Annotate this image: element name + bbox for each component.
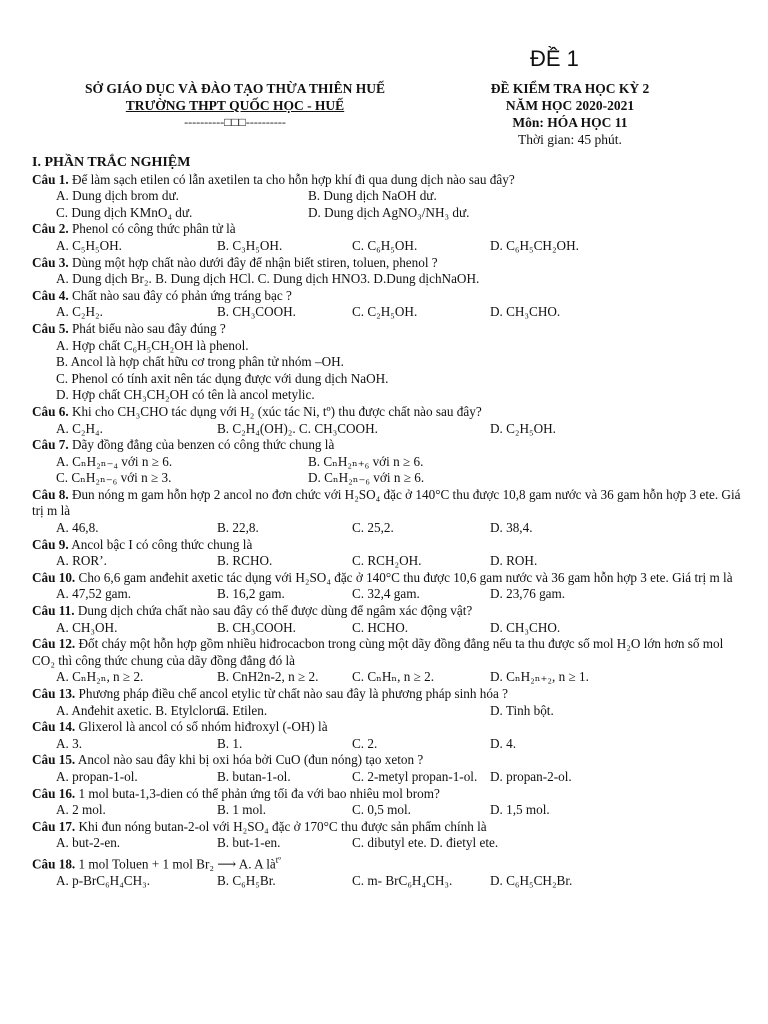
option-row bbox=[32, 188, 742, 205]
section-title: I. PHẦN TRẮC NGHIỆM bbox=[32, 155, 191, 170]
question-text: Đốt cháy một hỗn hợp gồm nhiều hiđrocacbon trong cùng một dãy đồng đẳng nếu ta thu được số mol H₂O lớn hơn số mol CO₂ thì công thức chung của dãy đồng đẳng đó là bbox=[32, 636, 724, 668]
option: D. 23,76 gam. bbox=[490, 586, 566, 602]
option: A. 3. bbox=[56, 735, 83, 751]
question-number: Câu 13. bbox=[32, 686, 76, 701]
school-name: TRƯỜNG THPT QUỐC HỌC - HUẾ bbox=[125, 98, 345, 113]
question-number: Câu 12. bbox=[32, 636, 76, 652]
question-3 bbox=[32, 255, 742, 272]
option: A. CH₃OH. bbox=[56, 619, 118, 635]
exam-time: Thời gian: 45 phút. bbox=[518, 132, 622, 147]
option-row bbox=[32, 620, 742, 637]
option: D. 4. bbox=[490, 735, 517, 751]
option: A. 46,8. bbox=[56, 520, 99, 536]
question-9 bbox=[32, 537, 742, 554]
arrow-condition: tº bbox=[275, 854, 282, 865]
question-11 bbox=[32, 603, 742, 620]
option: B. RCHO. bbox=[217, 553, 273, 569]
question-8 bbox=[32, 487, 742, 520]
option: B. 22,8. bbox=[217, 520, 259, 536]
option: B. CH₃COOH. bbox=[217, 304, 296, 320]
option-line: B. Ancol là hợp chất hữu cơ trong phân tử nhóm –OH. bbox=[56, 354, 344, 370]
option: C. 25,2. bbox=[352, 520, 394, 536]
option: C. m- BrC₆H₄CH₃. bbox=[352, 872, 453, 888]
option: D. Tinh bột. bbox=[490, 702, 554, 718]
option: A. 47,52 gam. bbox=[56, 586, 132, 602]
question-text: 1 mol buta-1,3-dien có thể phản ứng tối đa với bao nhiêu mol brom? bbox=[78, 785, 440, 801]
exam-code: ĐỀ 1 bbox=[530, 46, 579, 71]
option: D. CH₃CHO. bbox=[490, 304, 561, 320]
option-row bbox=[32, 470, 742, 487]
option-row bbox=[32, 802, 742, 819]
question-number: Câu 2. bbox=[32, 221, 69, 237]
option: D. C₆H₅CH₂OH. bbox=[490, 237, 579, 253]
option: C. HCHO. bbox=[352, 619, 409, 635]
school-year: NĂM HỌC 2020-2021 bbox=[505, 98, 635, 113]
option: D. Dung dịch AgNO₃/NH₃ dư. bbox=[308, 204, 470, 220]
option: B. C₆H₅Br. bbox=[217, 872, 276, 888]
option-row bbox=[32, 304, 742, 321]
option-line: A. Dung dịch Br₂. B. Dung dịch HCl. C. Dung dịch HNO3. D.Dung dịchNaOH. bbox=[56, 271, 480, 287]
option: B. Dung dịch NaOH dư. bbox=[308, 188, 437, 204]
question-14 bbox=[32, 719, 742, 736]
question-number: Câu 11. bbox=[32, 603, 75, 619]
option: A. propan-1-ol. bbox=[56, 768, 138, 784]
question-text: Khi đun nóng butan-2-ol với H₂SO₄ đặc ở 170°C thu được sản phẩm chính là bbox=[78, 818, 487, 834]
question-17 bbox=[32, 819, 742, 836]
option: B. 16,2 gam. bbox=[217, 586, 285, 602]
option: C. Dung dịch KMnO₄ dư. bbox=[56, 204, 193, 220]
option-line: C. Phenol có tính axit nên tác dụng được với dung dịch NaOH. bbox=[56, 370, 389, 386]
option: B. CₙH₂ₙ₊₆ với n ≥ 6. bbox=[308, 453, 424, 469]
question-1 bbox=[32, 172, 742, 189]
option-row bbox=[32, 835, 742, 852]
question-number: Câu 8. bbox=[32, 486, 69, 502]
header-decoration: ----------□□□---------- bbox=[184, 115, 286, 129]
option: C. CₙHₙ, n ≥ 2. bbox=[352, 669, 435, 685]
question-text: Ancol bậc I có công thức chung là bbox=[71, 536, 253, 552]
option-row bbox=[32, 238, 742, 255]
option: C. dibutyl ete. D. đietyl ete. bbox=[352, 835, 499, 851]
option-line: A. Hợp chất C₆H₅CH₂OH là phenol. bbox=[56, 337, 249, 353]
option: B. but-1-en. bbox=[217, 835, 281, 851]
option: A. C₂H₂. bbox=[56, 304, 103, 320]
exam-title: ĐỀ KIỂM TRA HỌC KỲ 2 bbox=[490, 81, 650, 96]
question-2 bbox=[32, 221, 742, 238]
option-row bbox=[32, 769, 742, 786]
option: A. p-BrC₆H₄CH₃. bbox=[56, 872, 151, 888]
question-text: Cho 6,6 gam anđehit axetic tác dụng với H₂SO₄ đặc ở 140°C thu được 10,6 gam nước và 36 gam hỗn hợp 3 ete. Giá trị m là bbox=[78, 569, 733, 585]
question-list bbox=[32, 172, 742, 890]
question-number: Câu 5. bbox=[32, 320, 69, 336]
question-18 bbox=[32, 852, 742, 873]
question-5 bbox=[32, 321, 742, 338]
option: A. Anđehit axetic. B. Etylclorua. bbox=[56, 702, 229, 718]
question-text: Đun nóng m gam hỗn hợp 2 ancol no đơn chức với H₂SO₄ đặc ở 140°C thu được 10,8 gam nước và 36 gam hỗn hợp 3 ete. Giá trị m là bbox=[32, 486, 741, 519]
question-number: Câu 1. bbox=[32, 171, 69, 187]
question-text: 1 mol Toluen + 1 mol Br₂ ⟶ A. A là bbox=[78, 856, 276, 872]
option: D. CₙH₂ₙ₊₂, n ≥ 1. bbox=[490, 669, 589, 685]
option: B. 1 mol. bbox=[217, 802, 267, 818]
question-number: Câu 6. bbox=[32, 403, 69, 419]
question-16 bbox=[32, 786, 742, 803]
questions-body bbox=[32, 155, 742, 890]
question-text: Phát biểu nào sau đây đúng ? bbox=[71, 320, 226, 336]
option: C. 2-metyl propan-1-ol. bbox=[352, 768, 478, 784]
option: C. C₂H₅OH. bbox=[352, 304, 418, 320]
question-number: Câu 14. bbox=[32, 719, 76, 735]
option: A. Dung dịch brom dư. bbox=[56, 188, 179, 204]
question-13 bbox=[32, 686, 742, 703]
option: C. C₆H₅OH. bbox=[352, 237, 418, 253]
question-text: Glixerol là ancol có số nhóm hiđroxyl (-OH) là bbox=[78, 719, 328, 735]
option: A. 2 mol. bbox=[56, 802, 106, 818]
option: A. C₂H₄. bbox=[56, 420, 103, 436]
option: B. CH₃COOH. bbox=[217, 619, 296, 635]
option-row bbox=[32, 553, 742, 570]
subject: Môn: HÓA HỌC 11 bbox=[512, 115, 628, 130]
question-text: Ancol nào sau đây khi bị oxi hóa bởi CuO (đun nóng) tạo xeton ? bbox=[77, 752, 424, 768]
question-number: Câu 18. bbox=[32, 856, 76, 872]
option: A. ROR’. bbox=[56, 553, 107, 569]
option: C. 32,4 gam. bbox=[352, 586, 420, 602]
question-text: Phenol có công thức phân tử là bbox=[71, 221, 236, 237]
question-number: Câu 9. bbox=[32, 536, 69, 552]
question-6 bbox=[32, 404, 742, 421]
option: D. 1,5 mol. bbox=[490, 802, 550, 818]
option: B. CnH2n-2, n ≥ 2. bbox=[217, 669, 319, 685]
option: A. C₅H₅OH. bbox=[56, 237, 122, 253]
question-10 bbox=[32, 570, 742, 587]
question-4 bbox=[32, 288, 742, 305]
option: D. CₙH₂ₙ₋₆ với n ≥ 6. bbox=[308, 470, 425, 486]
question-number: Câu 16. bbox=[32, 785, 76, 801]
question-number: Câu 17. bbox=[32, 818, 76, 834]
option-row bbox=[32, 454, 742, 471]
option-line: D. Hợp chất CH₃CH₂OH có tên là ancol metylic. bbox=[56, 387, 315, 403]
option-row bbox=[32, 873, 742, 890]
option-row bbox=[32, 736, 742, 753]
option: B. C₃H₅OH. bbox=[217, 237, 283, 253]
option-row bbox=[32, 669, 742, 686]
question-15 bbox=[32, 752, 742, 769]
option: C. CₙH₂ₙ₋₆ với n ≥ 3. bbox=[56, 470, 172, 486]
question-text: Khi cho CH₃CHO tác dụng với H₂ (xúc tác Ni, tº) thu được chất nào sau đây? bbox=[71, 403, 482, 419]
question-text: Chất nào sau đây có phản ứng tráng bạc ? bbox=[71, 287, 292, 303]
option: B. 1. bbox=[217, 735, 243, 751]
question-12 bbox=[32, 636, 742, 669]
option-row bbox=[32, 205, 742, 222]
option: B. C₂H₄(OH)₂. C. CH₃COOH. bbox=[217, 420, 378, 436]
option-row bbox=[32, 703, 742, 720]
option: D. ROH. bbox=[490, 553, 538, 569]
question-number: Câu 10. bbox=[32, 569, 76, 585]
option: A. CₙH₂ₙ₋₄ với n ≥ 6. bbox=[56, 453, 173, 469]
header-left bbox=[40, 80, 430, 131]
question-7 bbox=[32, 437, 742, 454]
option: D. 38,4. bbox=[490, 520, 533, 536]
department-name: SỞ GIÁO DỤC VÀ ĐÀO TẠO THỪA THIÊN HUẾ bbox=[84, 81, 386, 96]
option: C. 0,5 mol. bbox=[352, 802, 411, 818]
option-row bbox=[32, 520, 742, 537]
option: A. CₙH₂ₙ, n ≥ 2. bbox=[56, 669, 144, 685]
question-text: Phương pháp điều chế ancol etylic từ chất nào sau đây là phương pháp sinh hóa ? bbox=[78, 686, 508, 701]
question-number: Câu 3. bbox=[32, 254, 69, 270]
question-text: Dãy đồng đẳng của benzen có công thức chung là bbox=[71, 437, 335, 453]
option: C. RCH₂OH. bbox=[352, 553, 422, 569]
question-number: Câu 7. bbox=[32, 437, 69, 453]
question-number: Câu 15. bbox=[32, 752, 76, 768]
option: A. but-2-en. bbox=[56, 835, 121, 851]
option-row bbox=[32, 586, 742, 603]
option: C. 2. bbox=[352, 735, 378, 751]
option: B. butan-1-ol. bbox=[217, 768, 291, 784]
option-row bbox=[32, 421, 742, 438]
option: D. propan-2-ol. bbox=[490, 768, 572, 784]
option: D. C₆H₅CH₂Br. bbox=[490, 872, 573, 888]
question-text: Dung dịch chứa chất nào sau đây có thể được dùng để ngâm xác động vật? bbox=[77, 603, 473, 619]
header-right bbox=[455, 80, 685, 148]
question-number: Câu 4. bbox=[32, 287, 69, 303]
option: D. C₂H₅OH. bbox=[490, 420, 556, 436]
question-text: Dùng một hợp chất nào dưới đây để nhận biết stiren, toluen, phenol ? bbox=[71, 254, 438, 270]
question-text: Để làm sạch etilen có lẫn axetilen ta cho hỗn hợp khí đi qua dung dịch nào sau đây? bbox=[71, 171, 515, 187]
option: D. CH₃CHO. bbox=[490, 619, 561, 635]
option: C. Etilen. bbox=[217, 702, 268, 718]
